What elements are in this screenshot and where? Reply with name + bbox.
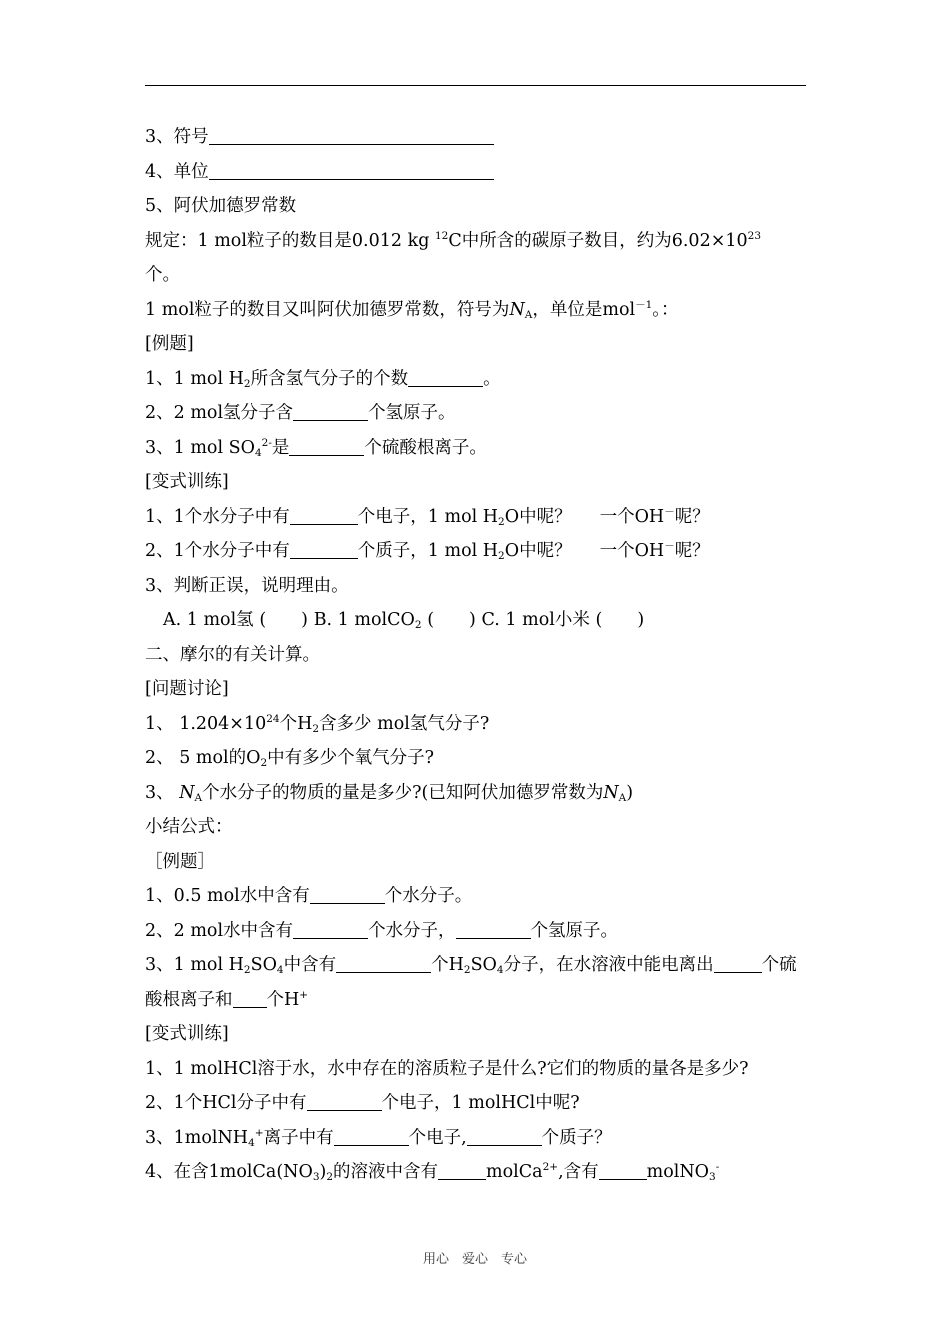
- text: 是: [271, 437, 290, 458]
- text: 个水分子。: [384, 886, 473, 906]
- text: 离子中有: [263, 1127, 334, 1148]
- text: 中含有: [283, 955, 337, 975]
- text: 个H: [266, 989, 300, 1010]
- text: 1、1个水分子中有: [145, 506, 290, 527]
- text: 所含氢气分子的个数: [250, 368, 409, 389]
- subscript: 4: [276, 964, 284, 976]
- superscript: +: [254, 1126, 264, 1139]
- subscript: A: [618, 791, 627, 804]
- superscript: 24: [266, 712, 280, 725]
- text: O中呢？: [504, 541, 572, 561]
- subscript: 3: [312, 1171, 320, 1183]
- variant2-2: [145, 1086, 810, 1121]
- text: 个电子,: [408, 1127, 467, 1148]
- text: 1、 1.204×10: [145, 713, 267, 734]
- answer-blank[interactable]: [289, 435, 364, 456]
- example2-3: [145, 948, 810, 983]
- answer-blank[interactable]: [456, 918, 531, 939]
- section-example-2: ［例题］: [145, 851, 215, 872]
- header-rule: [145, 85, 806, 86]
- variant-2: [145, 534, 810, 569]
- text: 4、在含1molCa(NO: [145, 1162, 313, 1182]
- discussion-3: [145, 776, 810, 811]
- text: 个硫酸根离子。: [364, 437, 487, 458]
- subscript: 2: [243, 964, 251, 976]
- text: 3、1 mol SO: [145, 437, 255, 458]
- subscript: 2: [498, 550, 505, 562]
- example-2: [145, 396, 810, 431]
- subscript: 2: [260, 757, 268, 769]
- text: 一个OH: [599, 541, 665, 561]
- subscript: 4: [496, 964, 504, 976]
- text: 1 mol粒子的数目又叫阿伏加德罗常数，符号为: [145, 299, 510, 320]
- example-3: [145, 431, 810, 466]
- subscript: A: [194, 791, 203, 804]
- text: 3、: [145, 782, 180, 803]
- superscript: 23: [747, 229, 762, 242]
- section-discussion: [问题讨论]: [145, 679, 229, 699]
- text: 个水分子的物质的量是多少?(已知阿伏加德罗常数为: [202, 782, 604, 803]
- text: 的溶液中含有: [333, 1162, 439, 1182]
- example-1: [145, 362, 810, 397]
- text: 呢？: [674, 506, 710, 527]
- superscript: 2-: [261, 436, 272, 449]
- subscript: 2: [243, 377, 251, 390]
- text: ): [626, 782, 634, 803]
- answer-blank[interactable]: [714, 952, 762, 973]
- subscript: 2: [326, 1171, 334, 1183]
- subscript: 2: [312, 722, 320, 735]
- answer-blank[interactable]: [233, 987, 267, 1008]
- superscript: －: [664, 505, 675, 518]
- section-variant-training-2: [变式训练]: [145, 1024, 229, 1044]
- text: 个硫: [761, 955, 797, 975]
- line-unit: [145, 155, 810, 190]
- document-body: [145, 120, 810, 1190]
- superscript: －: [664, 540, 675, 552]
- text: 个质子？: [541, 1127, 612, 1148]
- discussion-2: [145, 741, 810, 776]
- answer-blank[interactable]: [467, 1125, 542, 1146]
- subscript: 4: [248, 1136, 255, 1149]
- example2-2: [145, 914, 810, 949]
- subscript: 4: [254, 446, 262, 459]
- text: C中所含的碳原子数目，约为6.02×10: [448, 230, 748, 251]
- option-b: B. 1 molCO: [313, 610, 415, 630]
- text: 3、1molNH: [145, 1127, 249, 1148]
- text: 个电子，1 mol H: [357, 506, 499, 527]
- text: 个氢原子。: [530, 920, 619, 941]
- text: ): [319, 1162, 327, 1182]
- option-a: A. 1 mol氢: [163, 610, 254, 630]
- variant-1: [145, 500, 810, 535]
- section-variant-training: [变式训练]: [145, 472, 229, 492]
- line-avogadro-heading: 5、阿伏加德罗常数: [145, 196, 297, 216]
- text: 2、2 mol水中含有: [145, 920, 294, 941]
- text: 中有多少个氧气分子?: [267, 748, 435, 768]
- text: 个电子，1 molHCl中呢?: [381, 1093, 580, 1113]
- section-example: [例题]: [145, 334, 194, 354]
- option-c: C. 1 mol小米: [481, 610, 590, 630]
- symbol: N: [509, 299, 525, 320]
- text: 一个OH: [599, 506, 665, 527]
- text: SO: [470, 955, 497, 975]
- superscript: +: [299, 988, 309, 1001]
- text: 个质子，1 mol H: [357, 541, 499, 561]
- subscript: 2: [463, 964, 471, 976]
- text: 呢？: [674, 541, 710, 561]
- example2-1: [145, 879, 810, 914]
- subscript: 2: [414, 619, 422, 631]
- line-definition: [145, 224, 810, 259]
- superscript: 12: [434, 229, 449, 242]
- text: 1、0.5 mol水中含有: [145, 886, 310, 906]
- superscript: 2+: [542, 1161, 559, 1173]
- text: 2、1个水分子中有: [145, 541, 290, 561]
- text: 2、2 mol氢分子含: [145, 403, 294, 423]
- text: 个水分子，: [368, 920, 456, 941]
- text: 3、1 mol H: [145, 955, 244, 975]
- text: 。：: [652, 299, 679, 320]
- text: ，单位是mol: [532, 299, 636, 320]
- text: O中呢？: [504, 506, 572, 527]
- answer-blank[interactable]: [599, 1159, 647, 1180]
- text: 个H: [431, 955, 464, 975]
- true-false-options: [145, 603, 810, 638]
- answer-blank[interactable]: [310, 883, 385, 904]
- answer-blank[interactable]: [209, 159, 494, 180]
- answer-blank[interactable]: [209, 124, 494, 145]
- superscript: -: [715, 1161, 720, 1173]
- text: 规定：1 mol粒子的数目是0.012 kg: [145, 230, 435, 251]
- answer-paren[interactable]: ( ): [259, 610, 309, 630]
- example2-3-cont: [145, 983, 810, 1018]
- line-definition-cont: 个。: [145, 265, 180, 285]
- variant-3: 3、判断正误，说明理由。: [145, 575, 349, 596]
- answer-blank[interactable]: [334, 1125, 409, 1146]
- answer-blank[interactable]: [293, 400, 368, 421]
- superscript: －1: [635, 298, 653, 311]
- text: 。: [483, 368, 501, 389]
- symbol: N: [603, 782, 619, 803]
- text: 3、符号: [145, 127, 209, 147]
- subscript: A: [524, 308, 533, 321]
- text: 酸根离子和: [145, 989, 233, 1010]
- variant2-4: [145, 1155, 810, 1190]
- text: 2、 5 mol的O: [145, 748, 261, 768]
- symbol: N: [179, 782, 195, 803]
- section-mole-calculation: 二、摩尔的有关计算。: [145, 644, 320, 665]
- answer-paren[interactable]: ( ): [595, 610, 645, 630]
- answer-blank[interactable]: [290, 504, 358, 525]
- answer-blank[interactable]: [438, 1159, 486, 1180]
- answer-blank[interactable]: [336, 952, 431, 973]
- text: 个氢原子。: [368, 403, 456, 423]
- line-avogadro-symbol: [145, 293, 810, 328]
- answer-blank[interactable]: [290, 538, 358, 559]
- text: molCa: [486, 1162, 543, 1182]
- subscript: 3: [709, 1171, 716, 1183]
- answer-blank[interactable]: [408, 366, 483, 387]
- text: SO: [250, 955, 277, 975]
- text: 4、单位: [145, 161, 209, 182]
- subscript: 2: [498, 515, 505, 528]
- variant2-3: [145, 1121, 810, 1156]
- page-footer: 用心 爱心 专心: [422, 1252, 527, 1267]
- text: 分子，在水溶液中能电离出: [503, 955, 714, 975]
- discussion-1: [145, 707, 810, 742]
- text: molNO: [646, 1162, 710, 1182]
- answer-blank[interactable]: [293, 918, 368, 939]
- answer-paren[interactable]: ( ): [427, 610, 476, 630]
- line-symbol: [145, 120, 810, 155]
- text: 2、1个HCl分子中有: [145, 1093, 307, 1113]
- summary-formula: 小结公式：: [145, 817, 233, 837]
- answer-blank[interactable]: [307, 1090, 382, 1111]
- text: ,含有: [558, 1162, 599, 1182]
- variant2-1: 1、1 molHCl溶于水，水中存在的溶质粒子是什么?它们的物质的量各是多少?: [145, 1058, 749, 1079]
- text: 1、1 mol H: [145, 368, 244, 389]
- text: 含多少 mol氢气分子?: [319, 713, 490, 734]
- text: 个H: [279, 713, 313, 734]
